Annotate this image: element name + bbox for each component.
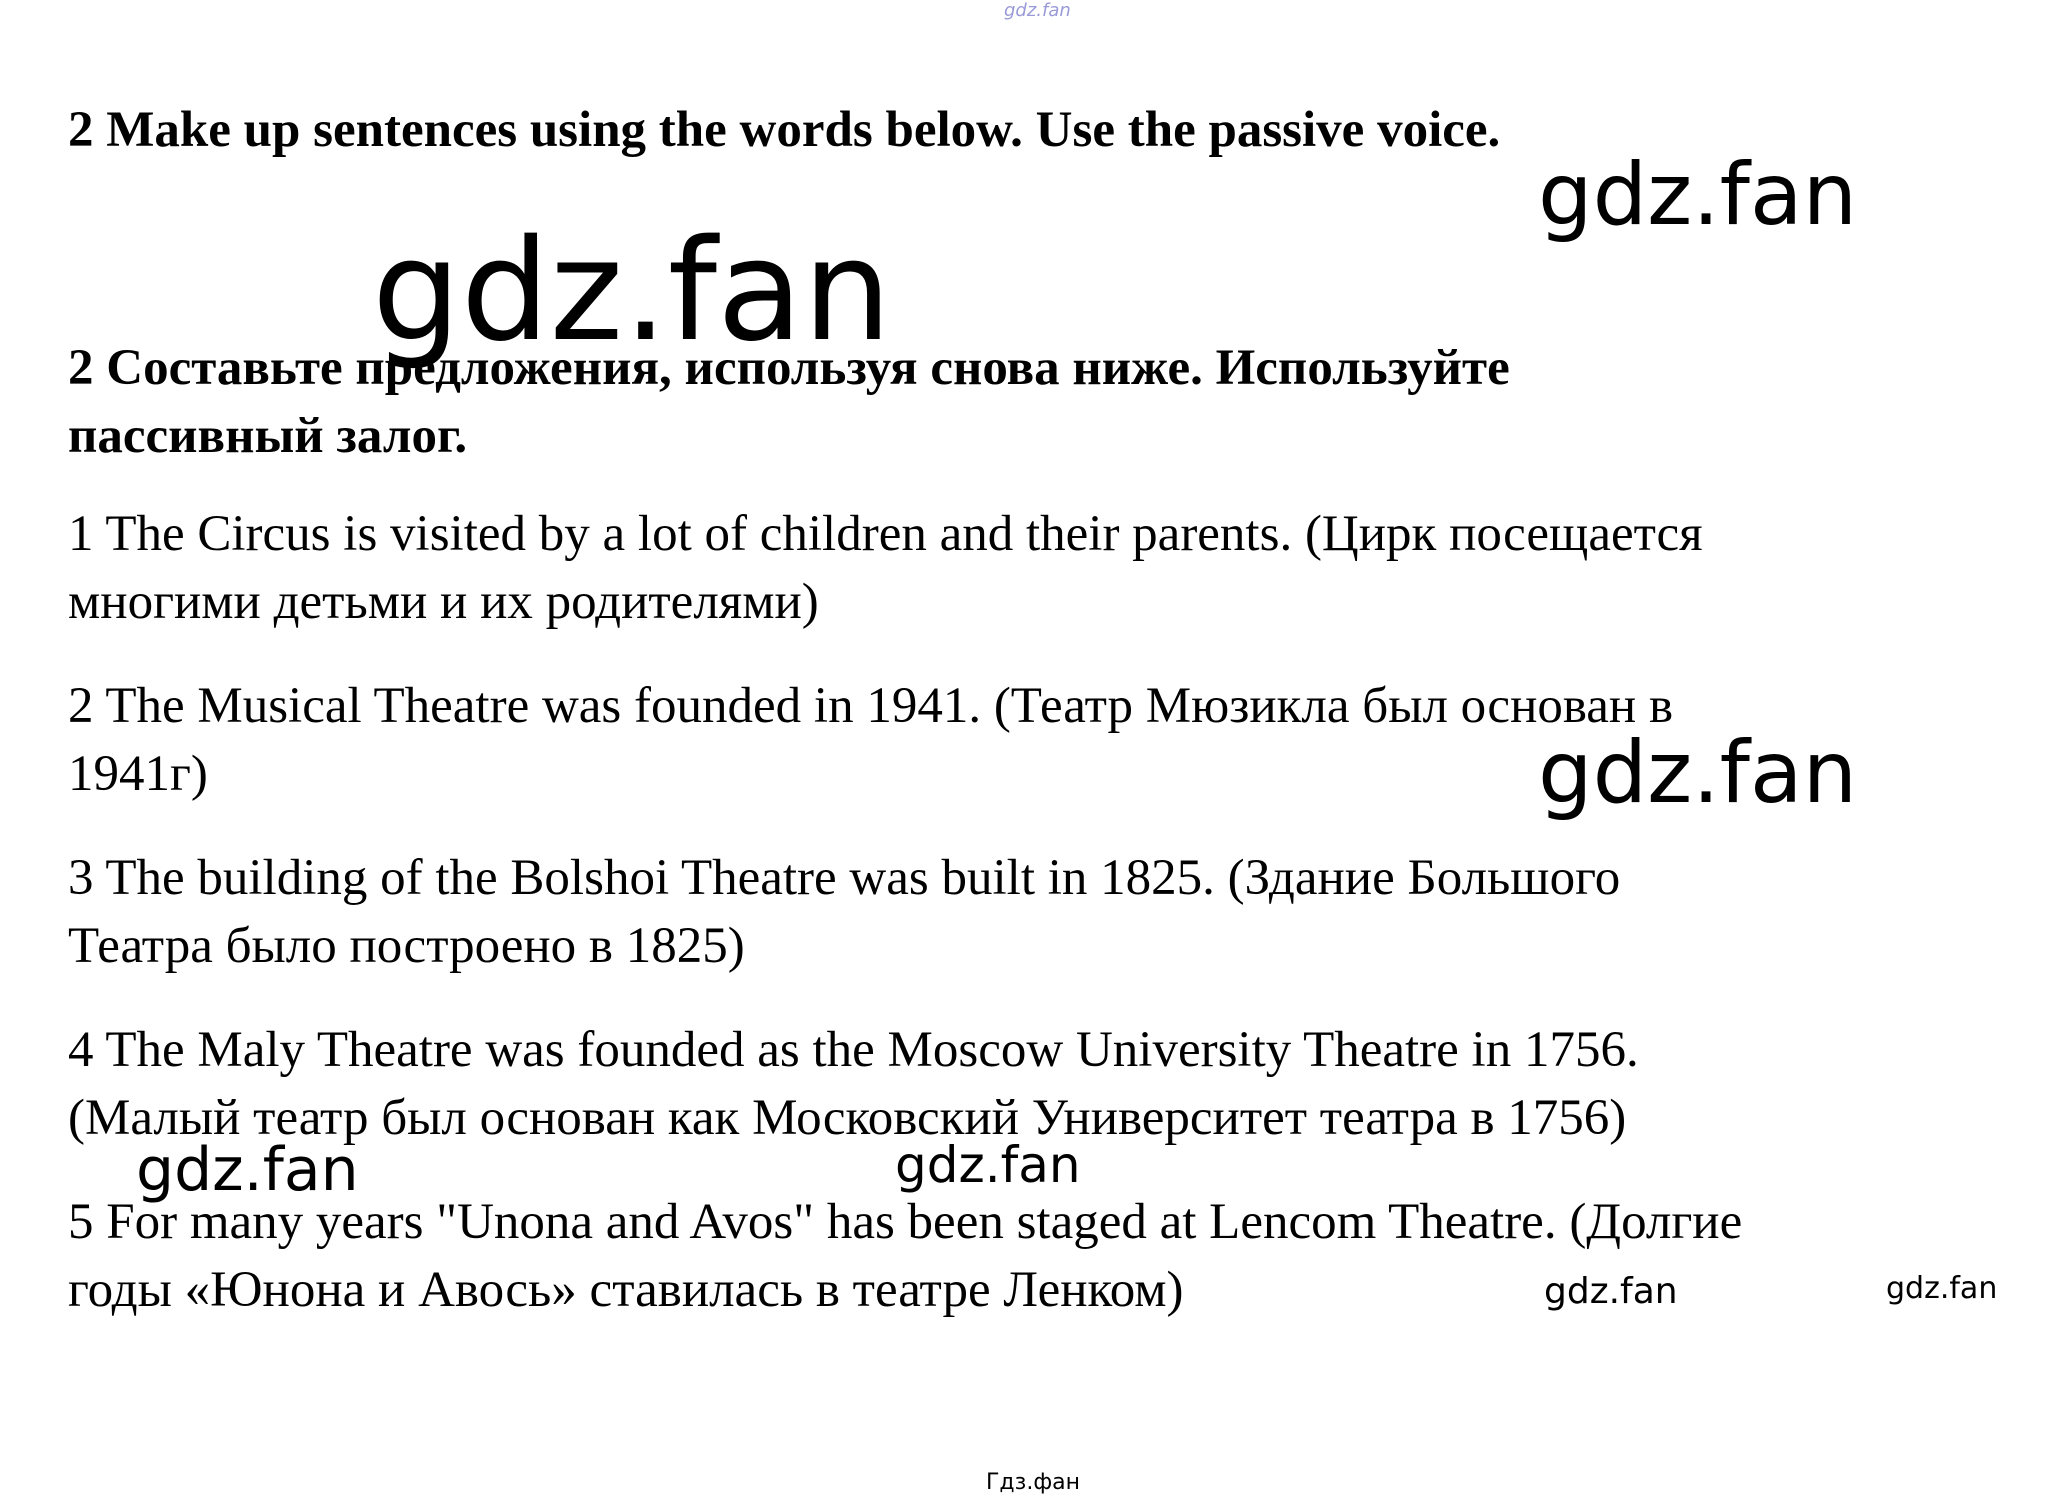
answer-5-line2: годы «Юнона и Авось» ставилась в театре Ленком) bbox=[68, 1262, 1184, 1318]
answer-3-line2: Театра было построено в 1825) bbox=[68, 918, 745, 974]
answer-item-1 bbox=[68, 500, 2028, 636]
answer-4-line2: (Малый театр был основан как Московский Университет театра в 1756) bbox=[68, 1090, 1627, 1146]
answer-4-line1: 4 The Maly Theatre was founded as the Moscow University Theatre in 1756. bbox=[68, 1022, 1639, 1078]
task-heading-russian-line2: пассивный залог. bbox=[68, 408, 468, 464]
answer-2-line1: 2 The Musical Theatre was founded in 1941. (Театр Мюзикла был основан в bbox=[68, 678, 1674, 734]
watermark-large-center: gdz.fan bbox=[372, 210, 892, 373]
answer-1-line2: многими детьми и их родителями) bbox=[68, 574, 819, 630]
answer-5-line1: 5 For many years "Unona and Avos" has been staged at Lencom Theatre. (Долгие bbox=[68, 1194, 1743, 1250]
task-heading-english: 2 Make up sentences using the words below. Use the passive voice. bbox=[68, 102, 1501, 158]
watermark-small-right-1: gdz.fan bbox=[1544, 1271, 1678, 1312]
task-heading-russian-line1: 2 Составьте предложения, используя снова ниже. Используйте bbox=[68, 340, 1510, 396]
answer-1-line1: 1 The Circus is visited by a lot of children and their parents. (Цирк посещается bbox=[68, 506, 1703, 562]
watermark-bottom: Гдз.фан bbox=[986, 1470, 1080, 1495]
watermark-medium-left: gdz.fan bbox=[136, 1135, 359, 1205]
watermark-large-right-middle: gdz.fan bbox=[1538, 723, 1858, 823]
answer-3-line1: 3 The building of the Bolshoi Theatre was built in 1825. (Здание Большого bbox=[68, 850, 1621, 906]
answer-item-4 bbox=[68, 1016, 2028, 1152]
watermark-small-right-2: gdz.fan bbox=[1886, 1271, 1998, 1306]
watermark-large-right-top: gdz.fan bbox=[1538, 145, 1858, 245]
watermark-top: gdz.fan bbox=[1004, 0, 1071, 21]
answer-item-3 bbox=[68, 844, 2028, 980]
answers-list bbox=[68, 500, 2028, 1360]
watermark-medium-center: gdz.fan bbox=[895, 1136, 1081, 1194]
task-heading-russian bbox=[68, 334, 1510, 470]
answer-item-5 bbox=[68, 1188, 2028, 1324]
answer-2-line2: 1941г) bbox=[68, 746, 208, 802]
